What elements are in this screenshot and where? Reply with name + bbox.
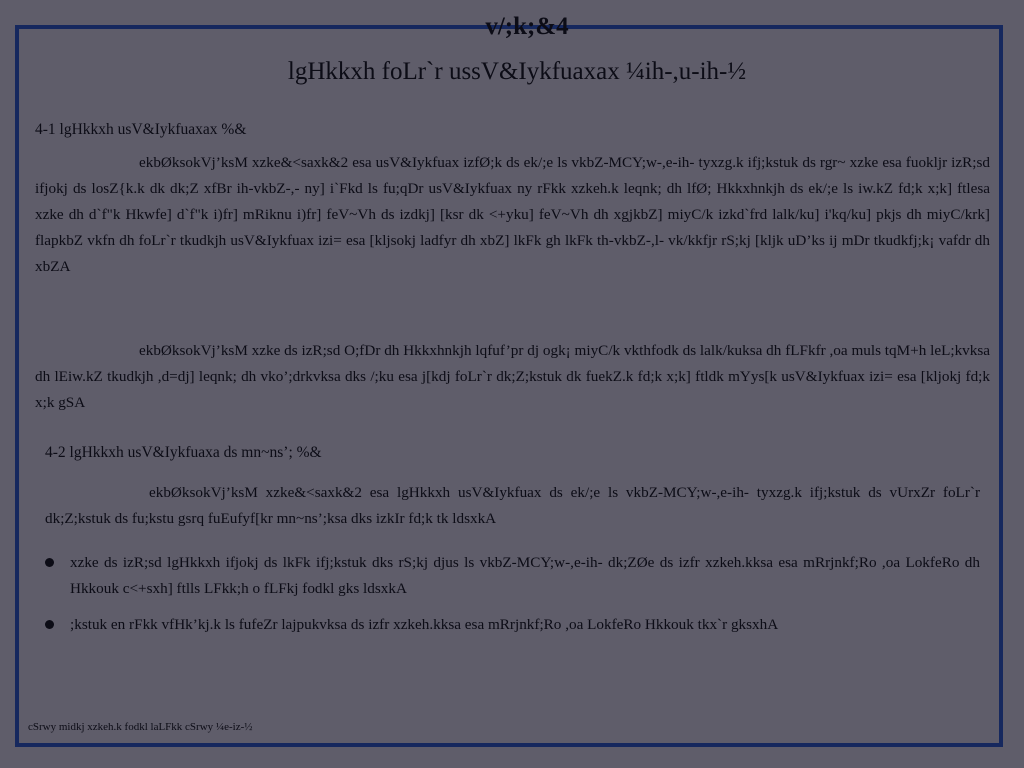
chapter-title: v/;k;&4 (485, 13, 569, 40)
paragraph-2: ekbØksokVj’ksM xzke ds izR;sd O;fDr dh Hkkxhnkjh lqfuf’pr dj ogk¡ miyC/k vkthfodk ds lalk/kuksa dh fLFkfr ,oa muls tqM+h leL;kvksa dh lEiw.kZ tkudkjh ,d=dj] leqnk; dh vko’;drkvksa dks /;ku esa j[kdj foLr`r dk;Z;kstuk dk fuekZ.k fd;k x;k] ftldk mYys[k usV&Iykfuax izi= esa [kljokj fd;k x;k gSA (35, 342, 990, 411)
paragraph-3: ekbØksokVj’ksM xzke&<saxk&2 esa lgHkkxh usV&Iykfuax ds ek/;e ls vkbZ-MCY;w-,e-ih- tyxzg.k ifj;kstuk ds vUrxZr foLr`r dk;Z;kstuk ds fu;kstu gsrq fuEufyf[kr mn~ns’;ksa dks izkIr fd;k tk ldsxkA (45, 484, 980, 527)
bullet-item-2 (45, 612, 980, 638)
bullet-dot-icon (45, 558, 54, 567)
bullet-text: ;kstuk en rFkk vfHk’kj.k ls fufeZr lajpukvksa ds izfr xzkeh.kksa esa mRrjnkf;Ro ,oa LokfeRo Hkkouk tkx`r gksxhA (70, 616, 779, 633)
footer-text: cSrwy midkj xzkeh.k fodkl laLFkk cSrwy ¼e-iz-½ (28, 721, 253, 733)
section-heading-4-2: 4-2 lgHkkxh usV&Iykfuaxa ds mn~ns’; %& (45, 444, 322, 461)
bullet-dot-icon (45, 620, 54, 629)
bullet-text: xzke ds izR;sd lgHkkxh ifjokj ds lkFk ifj;kstuk dks rS;kj djus ls vkbZ-MCY;w-,e-ih- dk;ZØe ds izfr xzkeh.kksa esa mRrjnkf;Ro ,oa LokfeRo dh Hkkouk c<+sxh] ftlls LFkk;h o fLFkj fodkl gks ldsxkA (70, 554, 980, 597)
page-title: lgHkkxh foLr`r ussV&Iykfuaxax ¼ih-,u-ih-½ (287, 58, 747, 85)
bullet-item-1 (45, 550, 980, 602)
paragraph-1: ekbØksokVj’ksM xzke&<saxk&2 esa usV&Iykfuax izfØ;k ds ek/;e ls vkbZ-MCY;w-,e-ih- tyxzg.k ifj;kstuk ds rgr~ xzke esa fuokljr izR;sd ifjokj ds losZ{k.k dk dk;Z xfBr ih-vkbZ-,- ny] i`Fkd ls fu;qDr usV&Iykfuax ny rFkk xzkeh.k leqnk; dh lfØ; Hkkxhnkjh ds ek/;e ls iw.kZ fd;k x;k] ftlesa xzke dh d`f"k Hkwfe] d`f"k i)fr] mRiknu i)fr] feV~Vh ds izdkj] [ksr dk <+yku] feV~Vh dh xgjkbZ] miyC/k izkd`frd lalk/ku] i'kq/ku] pkjs dh miyC/krk] flapkbZ vkfn dh foLr`r tkudkjh usV&Iykfuax izi= esa [kljsokj ladfyr dh xbZ] lkFk gh lkFk th-vkbZ-,l- vk/kkfjr rS;kj [kljk uD’ks ij mDr tkudkfj;k¡ vafdr dh xbZA (35, 154, 990, 275)
section-heading-4-1: 4-1 lgHkkxh usV&Iykfuaxax %& (35, 121, 247, 138)
